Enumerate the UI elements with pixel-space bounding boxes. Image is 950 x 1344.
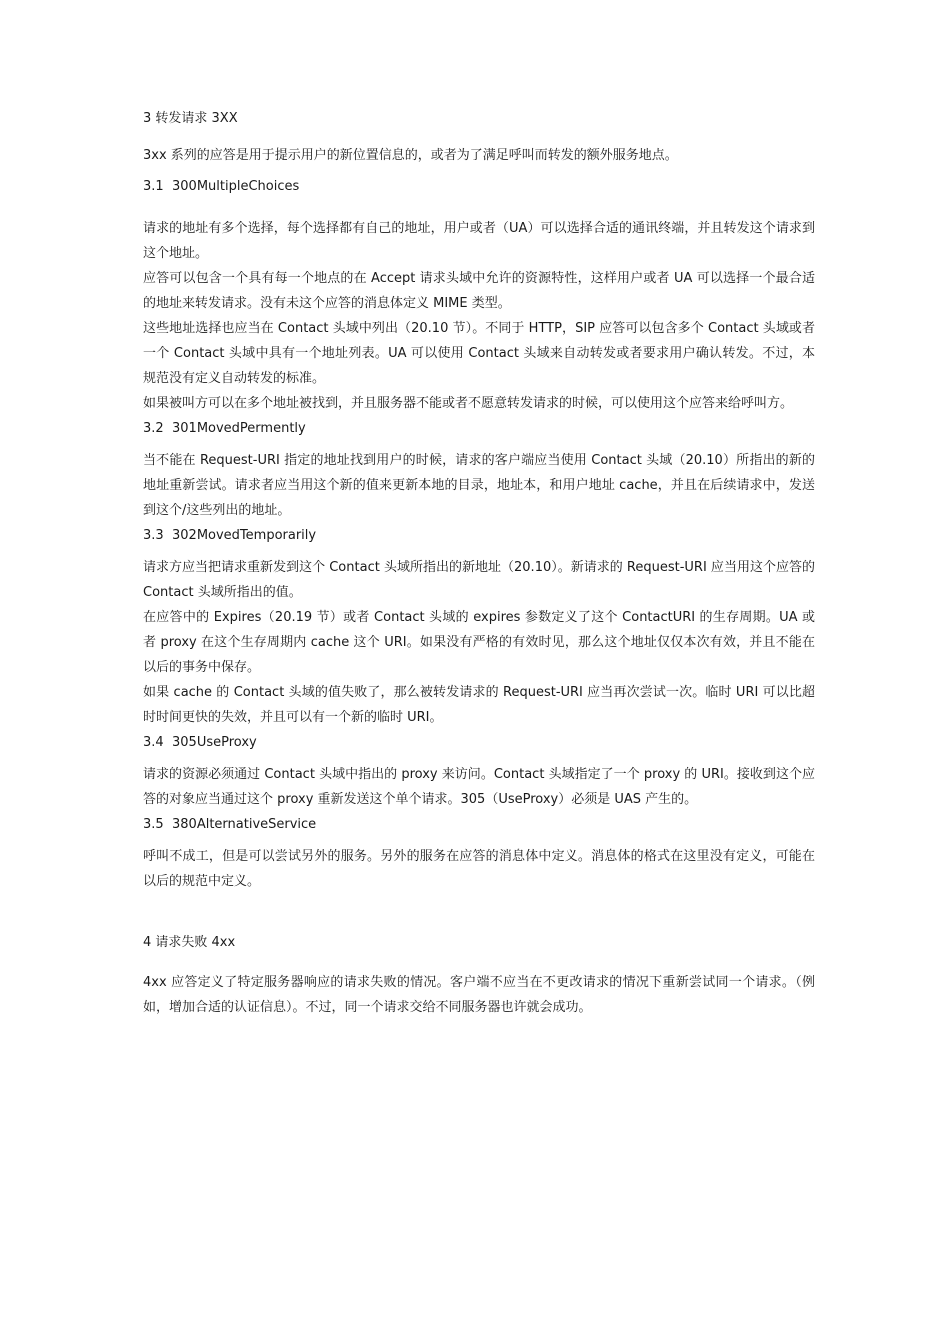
paragraph-3-3-2: 在应答中的 Expires（20.19 节）或者 Contact 头域的 expires 参数定义了这个 ContactURI 的生存周期。UA 或者 proxy 在这个生存周期内 cache 这个 URI。如果没有严格的有效时见，那么这个地址仅仅本次有效，并且不能在以后的事务中保存。 <box>143 610 815 675</box>
subsection-3-4-heading <box>143 733 815 753</box>
subsection-3-4-number: 3.4 <box>143 735 164 750</box>
subsection-3-1-number: 3.1 <box>143 179 164 194</box>
subsection-3-5-number: 3.5 <box>143 817 164 832</box>
paragraph-3-5-1: 呼叫不成工，但是可以尝试另外的服务。另外的服务在应答的消息体中定义。消息体的格式在这里没有定义，可能在以后的规范中定义。 <box>143 849 815 889</box>
section-4-title: 4 请求失败 4xx <box>143 935 236 950</box>
paragraph-3-2-1: 当不能在 Request-URI 指定的地址找到用户的时候，请求的客户端应当使用 Contact 头域（20.10）所指出的新的地址重新尝试。请求者应当用这个新的值来更新本地的目录，地址本，和用户地址 cache，并且在后续请求中，发送到这个/这些列出的地址。 <box>143 453 815 518</box>
section-4-intro: 4xx 应答定义了特定服务器响应的请求失败的情况。客户端不应当在不更改请求的情况下重新尝试同一个请求。（例如，增加合适的认证信息）。不过，同一个请求交给不同服务器也许就会成功。 <box>143 975 815 1015</box>
subsection-3-2-number: 3.2 <box>143 421 164 436</box>
subsection-3-2-heading <box>143 419 815 439</box>
subsection-3-5-title: 380AlternativeService <box>172 817 317 832</box>
subsection-3-3-heading <box>143 526 815 546</box>
subsection-3-3-title: 302MovedTemporarily <box>172 528 317 543</box>
paragraph-3-1-2: 应答可以包含一个具有每一个地点的在 Accept 请求头域中允许的资源特性，这样用户或者 UA 可以选择一个最合适的地址来转发请求。没有未这个应答的消息体定义 MIME 类型。 <box>143 271 815 311</box>
subsection-3-2-title: 301MovedPermently <box>172 421 306 436</box>
subsection-3-1-heading <box>143 177 815 197</box>
paragraph-3-3-3: 如果 cache 的 Contact 头域的值失败了，那么被转发请求的 Request-URI 应当再次尝试一次。临时 URI 可以比超时时间更快的失效，并且可以有一个新的临时 URI。 <box>143 685 815 725</box>
paragraph-3-4-1: 请求的资源必须通过 Contact 头域中指出的 proxy 来访问。Contact 头域指定了一个 proxy 的 URI。接收到这个应答的对象应当通过这个 proxy 重新发送这个单个请求。305（UseProxy）必须是 UAS 产生的。 <box>143 767 815 807</box>
subsection-3-4-title: 305UseProxy <box>172 735 257 750</box>
subsection-3-5-heading <box>143 815 815 835</box>
document-page <box>143 109 815 1020</box>
section-3-title: 3 转发请求 3XX <box>143 111 238 126</box>
paragraph-3-1-1: 请求的地址有多个选择，每个选择都有自己的地址，用户或者（UA）可以选择合适的通讯终端，并且转发这个请求到这个地址。 <box>143 221 815 261</box>
subsection-3-1-title: 300MultipleChoices <box>172 179 300 194</box>
paragraph-3-3-1: 请求方应当把请求重新发到这个 Contact 头域所指出的新地址（20.10）。新请求的 Request-URI 应当用这个应答的 Contact 头域所指出的值。 <box>143 560 815 600</box>
subsection-3-3-number: 3.3 <box>143 528 164 543</box>
paragraph-3-1-3: 这些地址选择也应当在 Contact 头域中列出（20.10 节）。不同于 HTTP，SIP 应答可以包含多个 Contact 头域或者一个 Contact 头域中具有一个地址列表。UA 可以使用 Contact 头域来自动转发或者要求用户确认转发。不过，本规范没有定义自动转发的标准。 <box>143 321 815 386</box>
paragraph-3-1-4: 如果被叫方可以在多个地址被找到，并且服务器不能或者不愿意转发请求的时候，可以使用这个应答来给呼叫方。 <box>143 396 794 411</box>
section-3-intro: 3xx 系列的应答是用于提示用户的新位置信息的，或者为了满足呼叫而转发的额外服务地点。 <box>143 148 678 163</box>
